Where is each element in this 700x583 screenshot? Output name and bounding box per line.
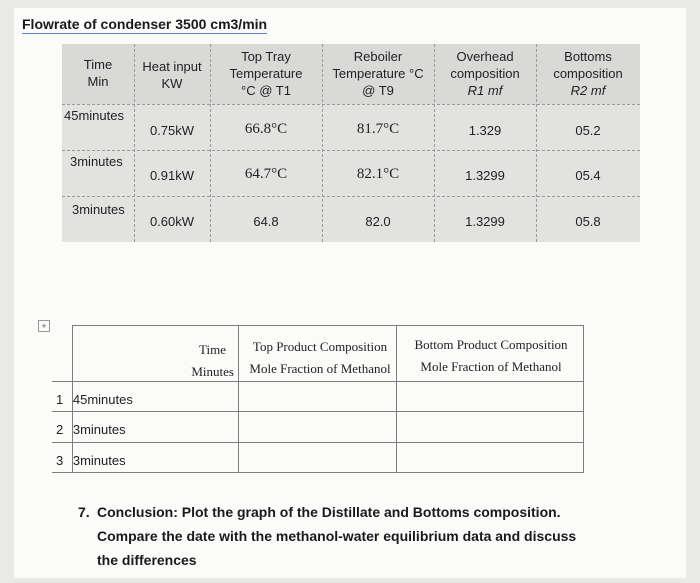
row-heat-input: 0.60kW bbox=[149, 214, 195, 229]
results-table bbox=[62, 44, 640, 242]
row-reboiler-temperature: 82.0 bbox=[365, 214, 391, 229]
row-top-temperature: 66.8°C bbox=[244, 121, 288, 137]
row-bottoms: 05.2 bbox=[575, 123, 601, 138]
row-divider bbox=[62, 104, 640, 105]
header-top-tray-temperature: Top Tray Temperature °C @ T1 bbox=[229, 49, 303, 98]
table-row: 2 3minutes bbox=[56, 422, 126, 437]
row-overhead: 1.329 bbox=[468, 123, 502, 138]
row-top-temperature: 64.7°C bbox=[244, 166, 288, 182]
column-divider bbox=[238, 325, 239, 473]
row-divider bbox=[62, 150, 640, 151]
list-number: 7. bbox=[78, 504, 90, 520]
composition-table bbox=[52, 325, 592, 473]
row-divider bbox=[62, 196, 640, 197]
conclusion-paragraph bbox=[78, 500, 598, 572]
row-divider bbox=[52, 411, 584, 412]
row-heat-input: 0.75kW bbox=[149, 123, 195, 138]
header-bottom-product-composition: Bottom Product Composition Mole Fraction of Methanol bbox=[414, 337, 568, 374]
header-time: Time Min bbox=[83, 57, 113, 89]
header-overhead-composition: Overhead composition R1 mf bbox=[450, 49, 520, 98]
page-title: Flowrate of condenser 3500 cm3/min bbox=[22, 16, 268, 32]
table-row: 1 45minutes bbox=[56, 392, 133, 407]
row-reboiler-temperature: 81.7°C bbox=[356, 121, 400, 137]
table-move-handle-icon[interactable]: + bbox=[38, 320, 50, 332]
header-time-minutes: Time Minutes bbox=[191, 342, 234, 379]
header-heat-input: Heat input KW bbox=[142, 59, 202, 91]
header-bottoms-composition: Bottoms composition R2 mf bbox=[553, 49, 623, 98]
conclusion-text: Conclusion: Plot the graph of the Distillate and Bottoms composition. Compare the date with the methanol-water equilibrium data and discuss the differences bbox=[97, 504, 577, 568]
row-overhead: 1.3299 bbox=[465, 214, 505, 229]
table-border bbox=[52, 472, 584, 473]
header-top-product-composition: Top Product Composition Mole Fraction of Methanol bbox=[249, 339, 391, 376]
row-heat-input: 0.91kW bbox=[149, 168, 195, 183]
row-top-temperature: 64.8 bbox=[253, 214, 279, 229]
row-time: 3minutes bbox=[70, 154, 123, 169]
row-divider bbox=[52, 442, 584, 443]
row-reboiler-temperature: 82.1°C bbox=[356, 166, 400, 182]
table-border bbox=[72, 325, 584, 326]
row-bottoms: 05.4 bbox=[575, 168, 601, 183]
row-time: 45minutes bbox=[64, 108, 124, 123]
table-row: 3 3minutes bbox=[56, 453, 126, 468]
row-time: 3minutes bbox=[72, 202, 125, 217]
row-overhead: 1.3299 bbox=[465, 168, 505, 183]
row-bottoms: 05.8 bbox=[575, 214, 601, 229]
header-reboiler-temperature: Reboiler Temperature °C @ T9 bbox=[332, 49, 424, 98]
